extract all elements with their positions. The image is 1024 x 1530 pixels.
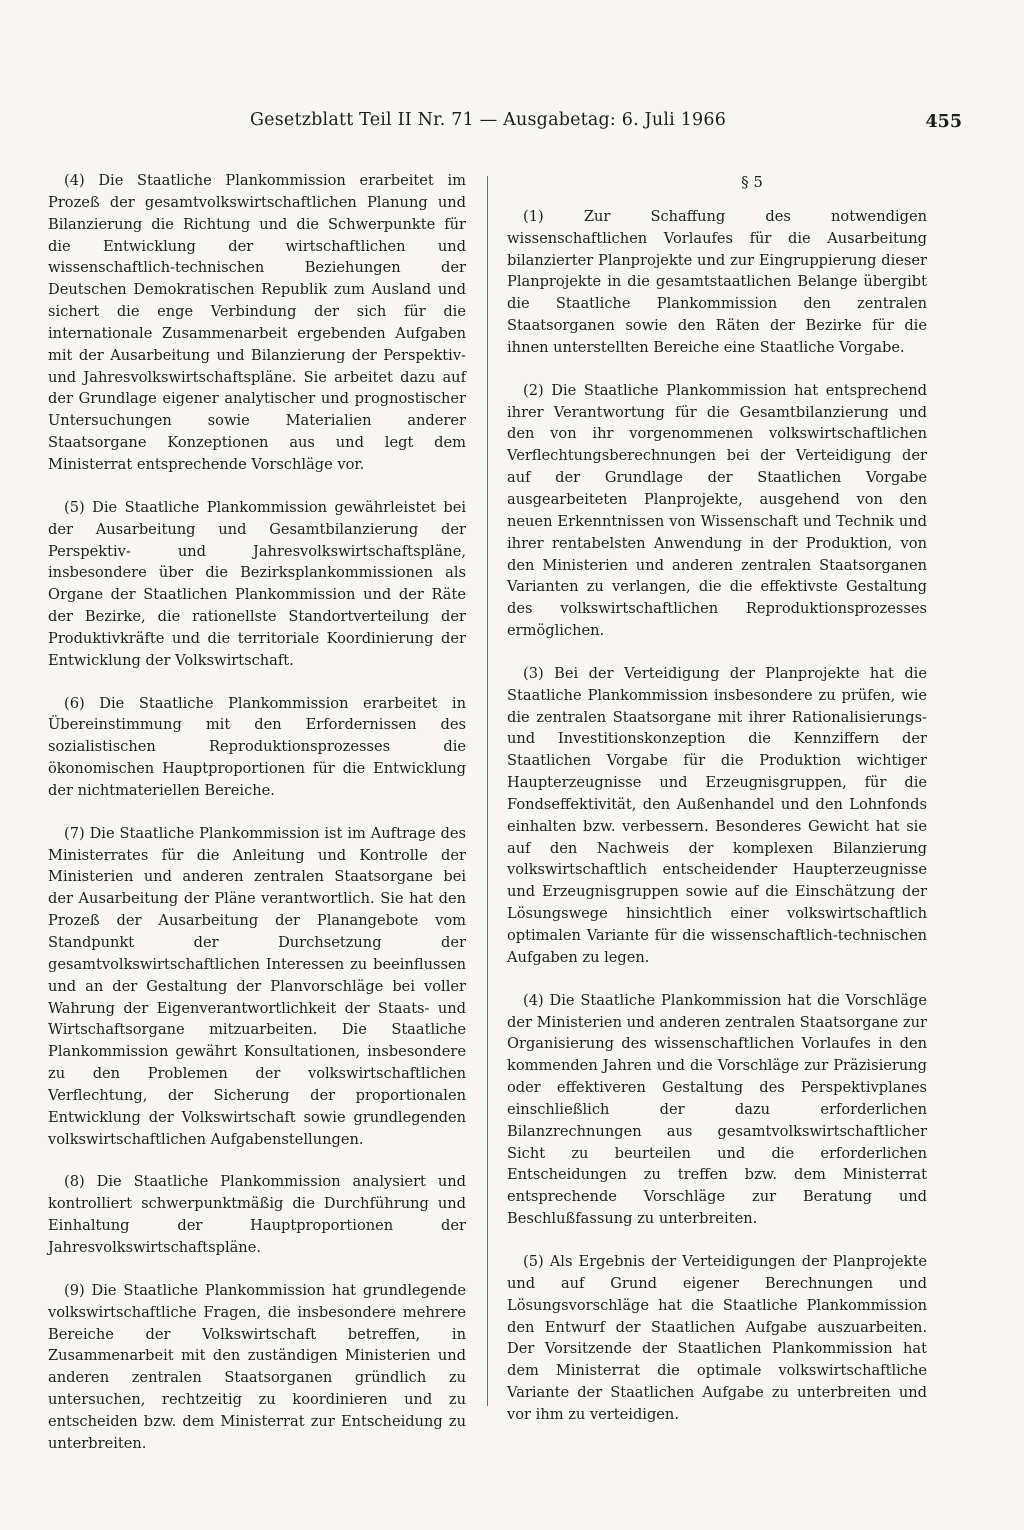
page-number: 455 [925, 112, 962, 132]
column-divider [487, 176, 488, 1406]
paragraph-9-left: (9) Die Staatliche Plankommission hat grundlegende volkswirtschaftliche Fragen, die insbesondere mehrere Bereiche der Volkswirtschaft betreffen, in Zusammenarbeit mit den zuständigen Ministerien und anderen zentralen Staatsorganen gründlich zu untersuchen, rechtzeitig zu koordinieren und zu entscheiden bzw. dem Ministerrat zur Entscheidung zu unterbreiten. [48, 1281, 466, 1452]
paragraph-2-right: (2) Die Staatliche Plankommission hat entsprechend ihrer Verantwortung für die Gesamtbilanzierung und den von ihr vorgenommenen volkswirtschaftlichen Verflechtungsberechnungen bei der Verteidigung der auf der Grundlage der Staatlichen Vorgabe ausgearbeiteten Planprojekte, ausgehend von den neuen Erkenntnissen von Wissenschaft und Technik und ihrer rentabelsten Anwendung in der Produktion, von den Ministerien und anderen zentralen Staatsorganen Varianten zu verlangen, die die effektivste Gestaltung des volkswirtschaftlichen Reproduktionsprozesses ermöglichen. [507, 381, 927, 640]
paragraph-5-right: (5) Als Ergebnis der Verteidigungen der Planprojekte und auf Grund eigener Berechnungen und Lösungsvorschläge hat die Staatliche Plankommission den Entwurf der Staatlichen Aufgabe auszuarbeiten. Der Vorsitzende der Staatlichen Plankommission hat dem Ministerrat die optimale volkswirtschaftliche Variante der Staatlichen Aufgabe zu unterbreiten und vor ihm zu verteidigen. [507, 1252, 927, 1423]
gazette-title: Gesetzblatt Teil II Nr. 71 — Ausgabetag: 6. Juli 1966 [250, 110, 727, 130]
left-column [48, 170, 466, 1476]
paragraph-5-left: (5) Die Staatliche Plankommission gewährleistet bei der Ausarbeitung und Gesamtbilanzierung der Perspektiv- und Jahresvolkswirtschaftspläne, insbesondere über die Bezirksplankommissionen als Organe der Staatlichen Plankommission und der Räte der Bezirke, die rationellste Standortverteilung der Produktivkräfte und die territoriale Koordinierung der Entwicklung der Volkswirtschaft. [48, 498, 466, 669]
paragraph-7-left: (7) Die Staatliche Plankommission ist im Auftrage des Ministerrates für die Anleitung und Kontrolle der Ministerien und anderen zentralen Staatsorgane bei der Ausarbeitung der Pläne verantwortlich. Sie hat den Prozeß der Ausarbeitung der Planangebote vom Standpunkt der Durchsetzung der gesamtvolkswirtschaftlichen Interessen zu beeinflussen und an der Gestaltung der Planvorschläge bei voller Wahrung der Eigenverantwortlichkeit der Staats- und Wirtschaftsorgane mitzuarbeiten. Die Staatliche Plankommission gewährt Konsultationen, insbesondere zu den Problemen der volkswirtschaftlichen Verflechtung, der Sicherung der proportionalen Entwicklung der Volkswirtschaft sowie grundlegenden volkswirtschaftlichen Aufgabenstellungen. [48, 824, 466, 1148]
paragraph-8-left: (8) Die Staatliche Plankommission analysiert und kontrolliert schwerpunktmäßig die Durchführung und Einhaltung der Hauptproportionen der Jahresvolkswirtschaftspläne. [48, 1173, 466, 1256]
paragraph-1-right: (1) Zur Schaffung des notwendigen wissenschaftlichen Vorlaufes für die Ausarbeitung bilanzierter Planprojekte und zur Eingruppierung dieser Planprojekte in die gesamtstaatlichen Belange übergibt die Staatliche Plankommission den zentralen Staatsorganen sowie den Räten der Bezirke für die ihnen unterstellten Bereiche eine Staatliche Vorgabe. [507, 207, 927, 356]
paragraph-4-right: (4) Die Staatliche Plankommission hat die Vorschläge der Ministerien und anderen zentralen Staatsorgane zur Organisierung des wissenschaftlichen Vorlaufes in den kommenden Jahren und die Vorschläge zur Präzisierung oder effektiveren Gestaltung des Perspektivplanes einschließlich der dazu erforderlichen Bilanzrechnungen aus gesamtvolkswirtschaftlicher Sicht zu beurteilen und die erforderlichen Entscheidungen zu treffen bzw. dem Ministerrat entsprechende Vorschläge zur Beratung und Beschlußfassung zu unterbreiten. [507, 991, 927, 1228]
paragraph-6-left: (6) Die Staatliche Plankommission erarbeitet in Übereinstimmung mit den Erfordernissen des sozialistischen Reproduktionsprozesses die ökonomischen Hauptproportionen für die Entwicklung der nichtmateriellen Bereiche. [48, 694, 466, 799]
right-column [507, 172, 927, 1447]
paragraph-4-left: (4) Die Staatliche Plankommission erarbeitet im Prozeß der gesamtvolkswirtschaftlichen Planung und Bilanzierung die Richtung und die Schwerpunkte für die Entwicklung der wirtschaftlichen und wissenschaftlich-technischen Beziehungen der Deutschen Demokratischen Republik zum Ausland und sichert die enge Verbindung der sich für die internationale Zusammenarbeit ergebenden Aufgaben mit der Ausarbeitung und Bilanzierung der Perspektiv- und Jahresvolkswirtschaftspläne. Sie arbeitet dazu auf der Grundlage eigener analytischer und prognostischer Untersuchungen sowie Materialien anderer Staatsorgane Konzeptionen aus und legt dem Ministerrat entsprechende Vorschläge vor. [48, 172, 466, 473]
section-heading: § 5 [741, 173, 763, 191]
page-header [250, 110, 962, 140]
paragraph-3-right: (3) Bei der Verteidigung der Planprojekte hat die Staatliche Plankommission insbesondere zu prüfen, wie die zentralen Staatsorgane mit ihrer Rationalisierungs- und Investitionskonzeption die Kennziffern der Staatlichen Vorgabe für die Produktion wichtiger Haupterzeugnisse und Erzeugnisgruppen, für die Fondseffektivität, den Außenhandel und den Lohnfonds einhalten bzw. verbessern. Besonderes Gewicht hat sie auf den Nachweis der komplexen Bilanzierung volkswirtschaftlich entscheidender Haupterzeugnisse und Erzeugnisgruppen sowie auf die Einschätzung der Lösungswege hinsichtlich einer volkswirtschaftlich optimalen Variante für die wissenschaftlich-technischen Aufgaben zu legen. [507, 664, 927, 966]
